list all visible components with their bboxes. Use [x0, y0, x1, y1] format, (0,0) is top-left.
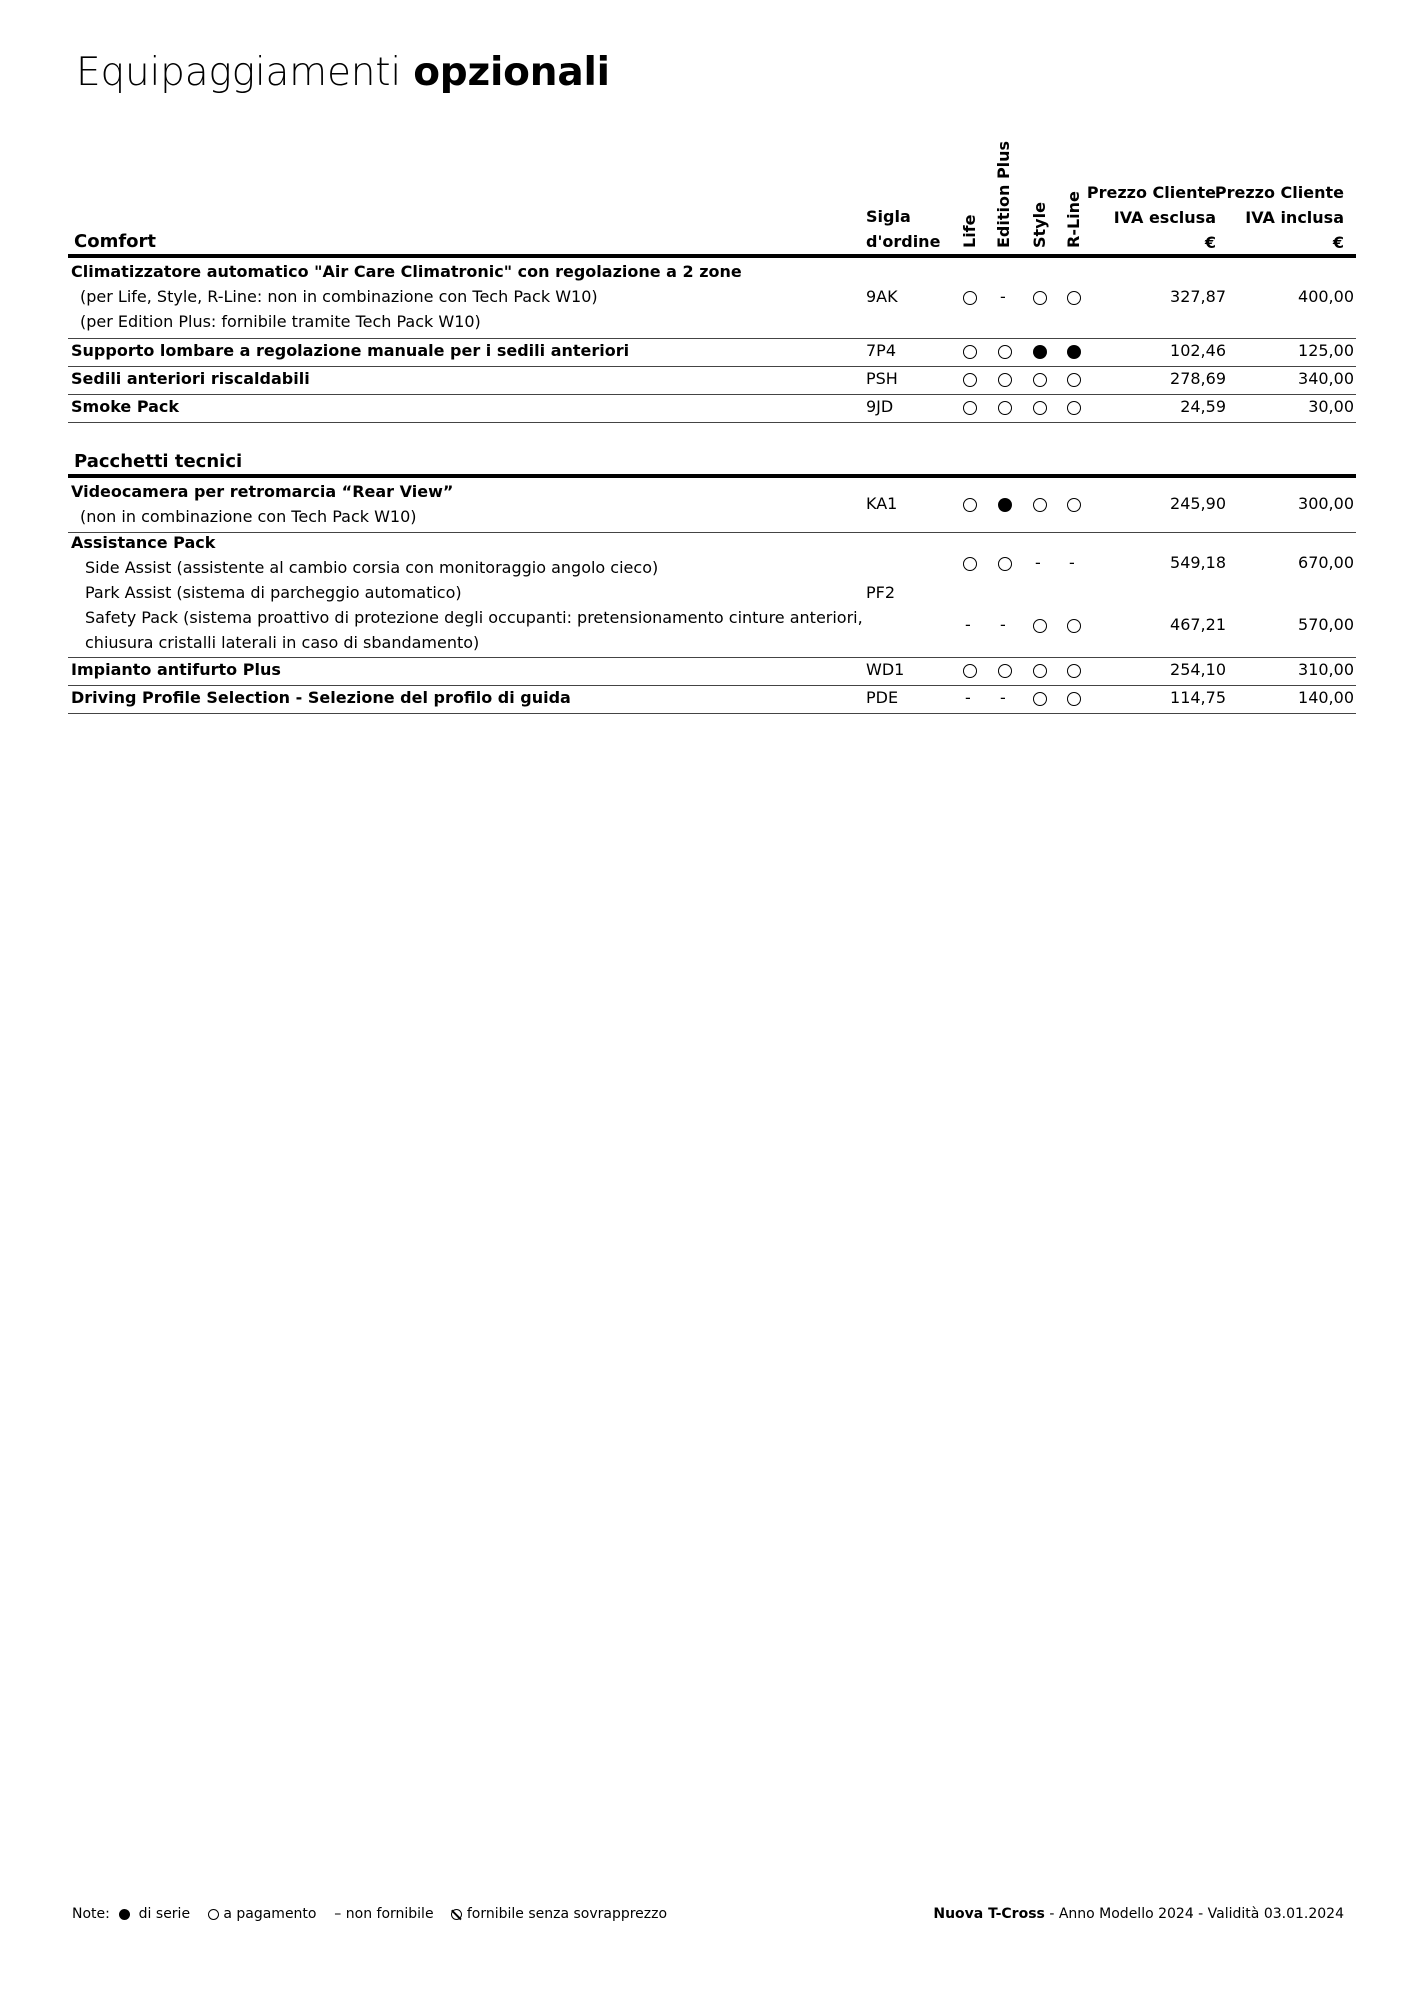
availability-optional-icon: [1033, 619, 1047, 633]
header-price-in-currency: €: [1332, 233, 1344, 252]
availability-optional-icon: [963, 557, 977, 571]
header-price-in-line2: IVA inclusa: [1245, 208, 1344, 227]
order-code: PF2: [866, 583, 896, 602]
order-code: 7P4: [866, 341, 897, 360]
divider-thick: [68, 474, 1356, 478]
empty-circle-icon: [208, 1909, 219, 1920]
header-version-edition-plus: Edition Plus: [994, 140, 1013, 248]
order-code: PSH: [866, 369, 898, 388]
price-ex: 114,75: [1170, 688, 1226, 707]
price-ex: 24,59: [1180, 397, 1226, 416]
page-title: [76, 50, 610, 95]
order-code: 9JD: [866, 397, 894, 416]
availability-optional-icon: [1033, 692, 1047, 706]
header-price-ex: [1087, 180, 1216, 255]
row-title: Driving Profile Selection - Selezione del profilo di guida: [71, 688, 571, 707]
order-code: 9AK: [866, 287, 898, 306]
price-in: 340,00: [1298, 369, 1354, 388]
header-price-in: [1215, 180, 1344, 255]
header-price-ex-line1: Prezzo Cliente: [1086, 183, 1216, 202]
availability-optional-icon: [1033, 664, 1047, 678]
divider: [68, 338, 1356, 339]
order-code: PDE: [866, 688, 899, 707]
divider: [68, 713, 1356, 714]
price-in: 30,00: [1308, 397, 1354, 416]
legend-free: fornibile senza sovrapprezzo: [466, 1906, 668, 1922]
availability-not-available-icon: [998, 291, 1012, 305]
legend: [72, 1906, 667, 1922]
availability-not-available-icon: [1067, 557, 1081, 571]
price-ex: 254,10: [1170, 660, 1226, 679]
availability-optional-icon: [1033, 498, 1047, 512]
row-note: Safety Pack (sistema proattivo di protezione degli occupanti: pretensionamento cinture anteriori,: [85, 608, 863, 627]
availability-optional-icon: [998, 401, 1012, 415]
header-version-style: Style: [1030, 202, 1049, 248]
availability-not-available-icon: [998, 619, 1012, 633]
page-title-bold: opzionali: [413, 50, 610, 95]
page-title-light: Equipaggiamenti: [76, 50, 401, 95]
footer-rest: - Anno Modello 2024 - Validità 03.01.2024: [1044, 1906, 1344, 1922]
row-title: Smoke Pack: [71, 397, 180, 416]
availability-optional-icon: [963, 345, 977, 359]
availability-optional-icon: [1033, 401, 1047, 415]
availability-optional-icon: [963, 373, 977, 387]
row-note: Side Assist (assistente al cambio corsia con monitoraggio angolo cieco): [85, 558, 659, 577]
header-sigla-line1: Sigla: [866, 207, 911, 226]
availability-optional-icon: [1033, 373, 1047, 387]
availability-not-available-icon: [998, 692, 1012, 706]
table-row-lumbar: [68, 341, 1356, 367]
row-note: chiusura cristalli laterali in caso di sbandamento): [85, 633, 480, 652]
header-sigla: [866, 204, 940, 254]
row-note: (per Edition Plus: fornibile tramite Tech Pack W10): [80, 312, 481, 331]
availability-optional-icon: [1067, 291, 1081, 305]
availability-not-available-icon: [963, 619, 977, 633]
price-in: 670,00: [1298, 553, 1354, 572]
price-ex: 102,46: [1170, 341, 1226, 360]
header-price-ex-currency: €: [1204, 233, 1216, 252]
availability-optional-icon: [963, 291, 977, 305]
legend-not-available: non fornibile: [345, 1906, 434, 1922]
availability-not-available-icon: [1033, 557, 1047, 571]
availability-standard-icon: [1067, 345, 1081, 359]
availability-optional-icon: [1067, 664, 1081, 678]
availability-not-available-icon: [963, 692, 977, 706]
table-row-antifurto: [68, 660, 1356, 686]
footer-validity: [933, 1906, 1344, 1922]
availability-optional-icon: [998, 557, 1012, 571]
row-title: Climatizzatore automatico "Air Care Climatronic" con regolazione a 2 zone: [71, 262, 742, 281]
header-version-life: Life: [960, 214, 979, 248]
price-in: 400,00: [1298, 287, 1354, 306]
row-title: Sedili anteriori riscaldabili: [71, 369, 310, 388]
header-version-r-line: R-Line: [1064, 191, 1083, 248]
price-ex: 467,21: [1170, 615, 1226, 634]
table-row-driving-profile: [68, 688, 1356, 714]
row-title: Assistance Pack: [71, 533, 216, 552]
section-comfort-heading: Comfort: [74, 231, 157, 252]
table-row-heated-seats: [68, 369, 1356, 395]
price-in: 125,00: [1298, 341, 1354, 360]
price-in: 310,00: [1298, 660, 1354, 679]
divider: [68, 422, 1356, 423]
availability-optional-icon: [1067, 692, 1081, 706]
availability-optional-icon: [1033, 291, 1047, 305]
divider: [68, 657, 1356, 658]
table-row-rear-view: [68, 482, 1356, 532]
price-in: 570,00: [1298, 615, 1354, 634]
price-ex: 549,18: [1170, 553, 1226, 572]
filled-circle-icon: [119, 1909, 130, 1920]
divider-thick: [68, 254, 1356, 258]
availability-optional-icon: [998, 345, 1012, 359]
availability-standard-icon: [998, 498, 1012, 512]
table-row-smoke-pack: [68, 397, 1356, 423]
availability-optional-icon: [1067, 619, 1081, 633]
table-row-climatronic: [68, 262, 1356, 338]
header-sigla-line2: d'ordine: [866, 232, 941, 251]
row-note: (per Life, Style, R-Line: non in combinazione con Tech Pack W10): [80, 287, 598, 306]
row-title: Impianto antifurto Plus: [71, 660, 281, 679]
legend-optional: a pagamento: [223, 1906, 317, 1922]
availability-optional-icon: [1067, 401, 1081, 415]
availability-optional-icon: [963, 401, 977, 415]
availability-optional-icon: [998, 373, 1012, 387]
order-code: WD1: [866, 660, 905, 679]
price-ex: 278,69: [1170, 369, 1226, 388]
table-row-assistance-pack: [68, 533, 1356, 656]
header-price-ex-line2: IVA esclusa: [1113, 208, 1216, 227]
crossed-circle-icon: [451, 1909, 462, 1920]
price-in: 300,00: [1298, 494, 1354, 513]
dash-icon: –: [334, 1906, 342, 1922]
price-ex: 245,90: [1170, 494, 1226, 513]
section-tech-heading: Pacchetti tecnici: [74, 451, 243, 472]
price-in: 140,00: [1298, 688, 1354, 707]
availability-optional-icon: [963, 664, 977, 678]
header-price-in-line1: Prezzo Cliente: [1214, 183, 1344, 202]
availability-optional-icon: [998, 664, 1012, 678]
price-ex: 327,87: [1170, 287, 1226, 306]
availability-optional-icon: [963, 498, 977, 512]
row-title: Videocamera per retromarcia “Rear View”: [71, 482, 454, 501]
availability-optional-icon: [1067, 498, 1081, 512]
legend-standard: di serie: [138, 1906, 191, 1922]
divider: [68, 366, 1356, 367]
divider: [68, 394, 1356, 395]
divider: [68, 685, 1356, 686]
availability-optional-icon: [1067, 373, 1081, 387]
footer-model: Nuova T-Cross: [933, 1906, 1045, 1922]
legend-label: Note:: [72, 1906, 110, 1922]
availability-standard-icon: [1033, 345, 1047, 359]
row-note: (non in combinazione con Tech Pack W10): [80, 507, 417, 526]
order-code: KA1: [866, 494, 898, 513]
row-note: Park Assist (sistema di parcheggio automatico): [85, 583, 462, 602]
row-title: Supporto lombare a regolazione manuale per i sedili anteriori: [71, 341, 630, 360]
